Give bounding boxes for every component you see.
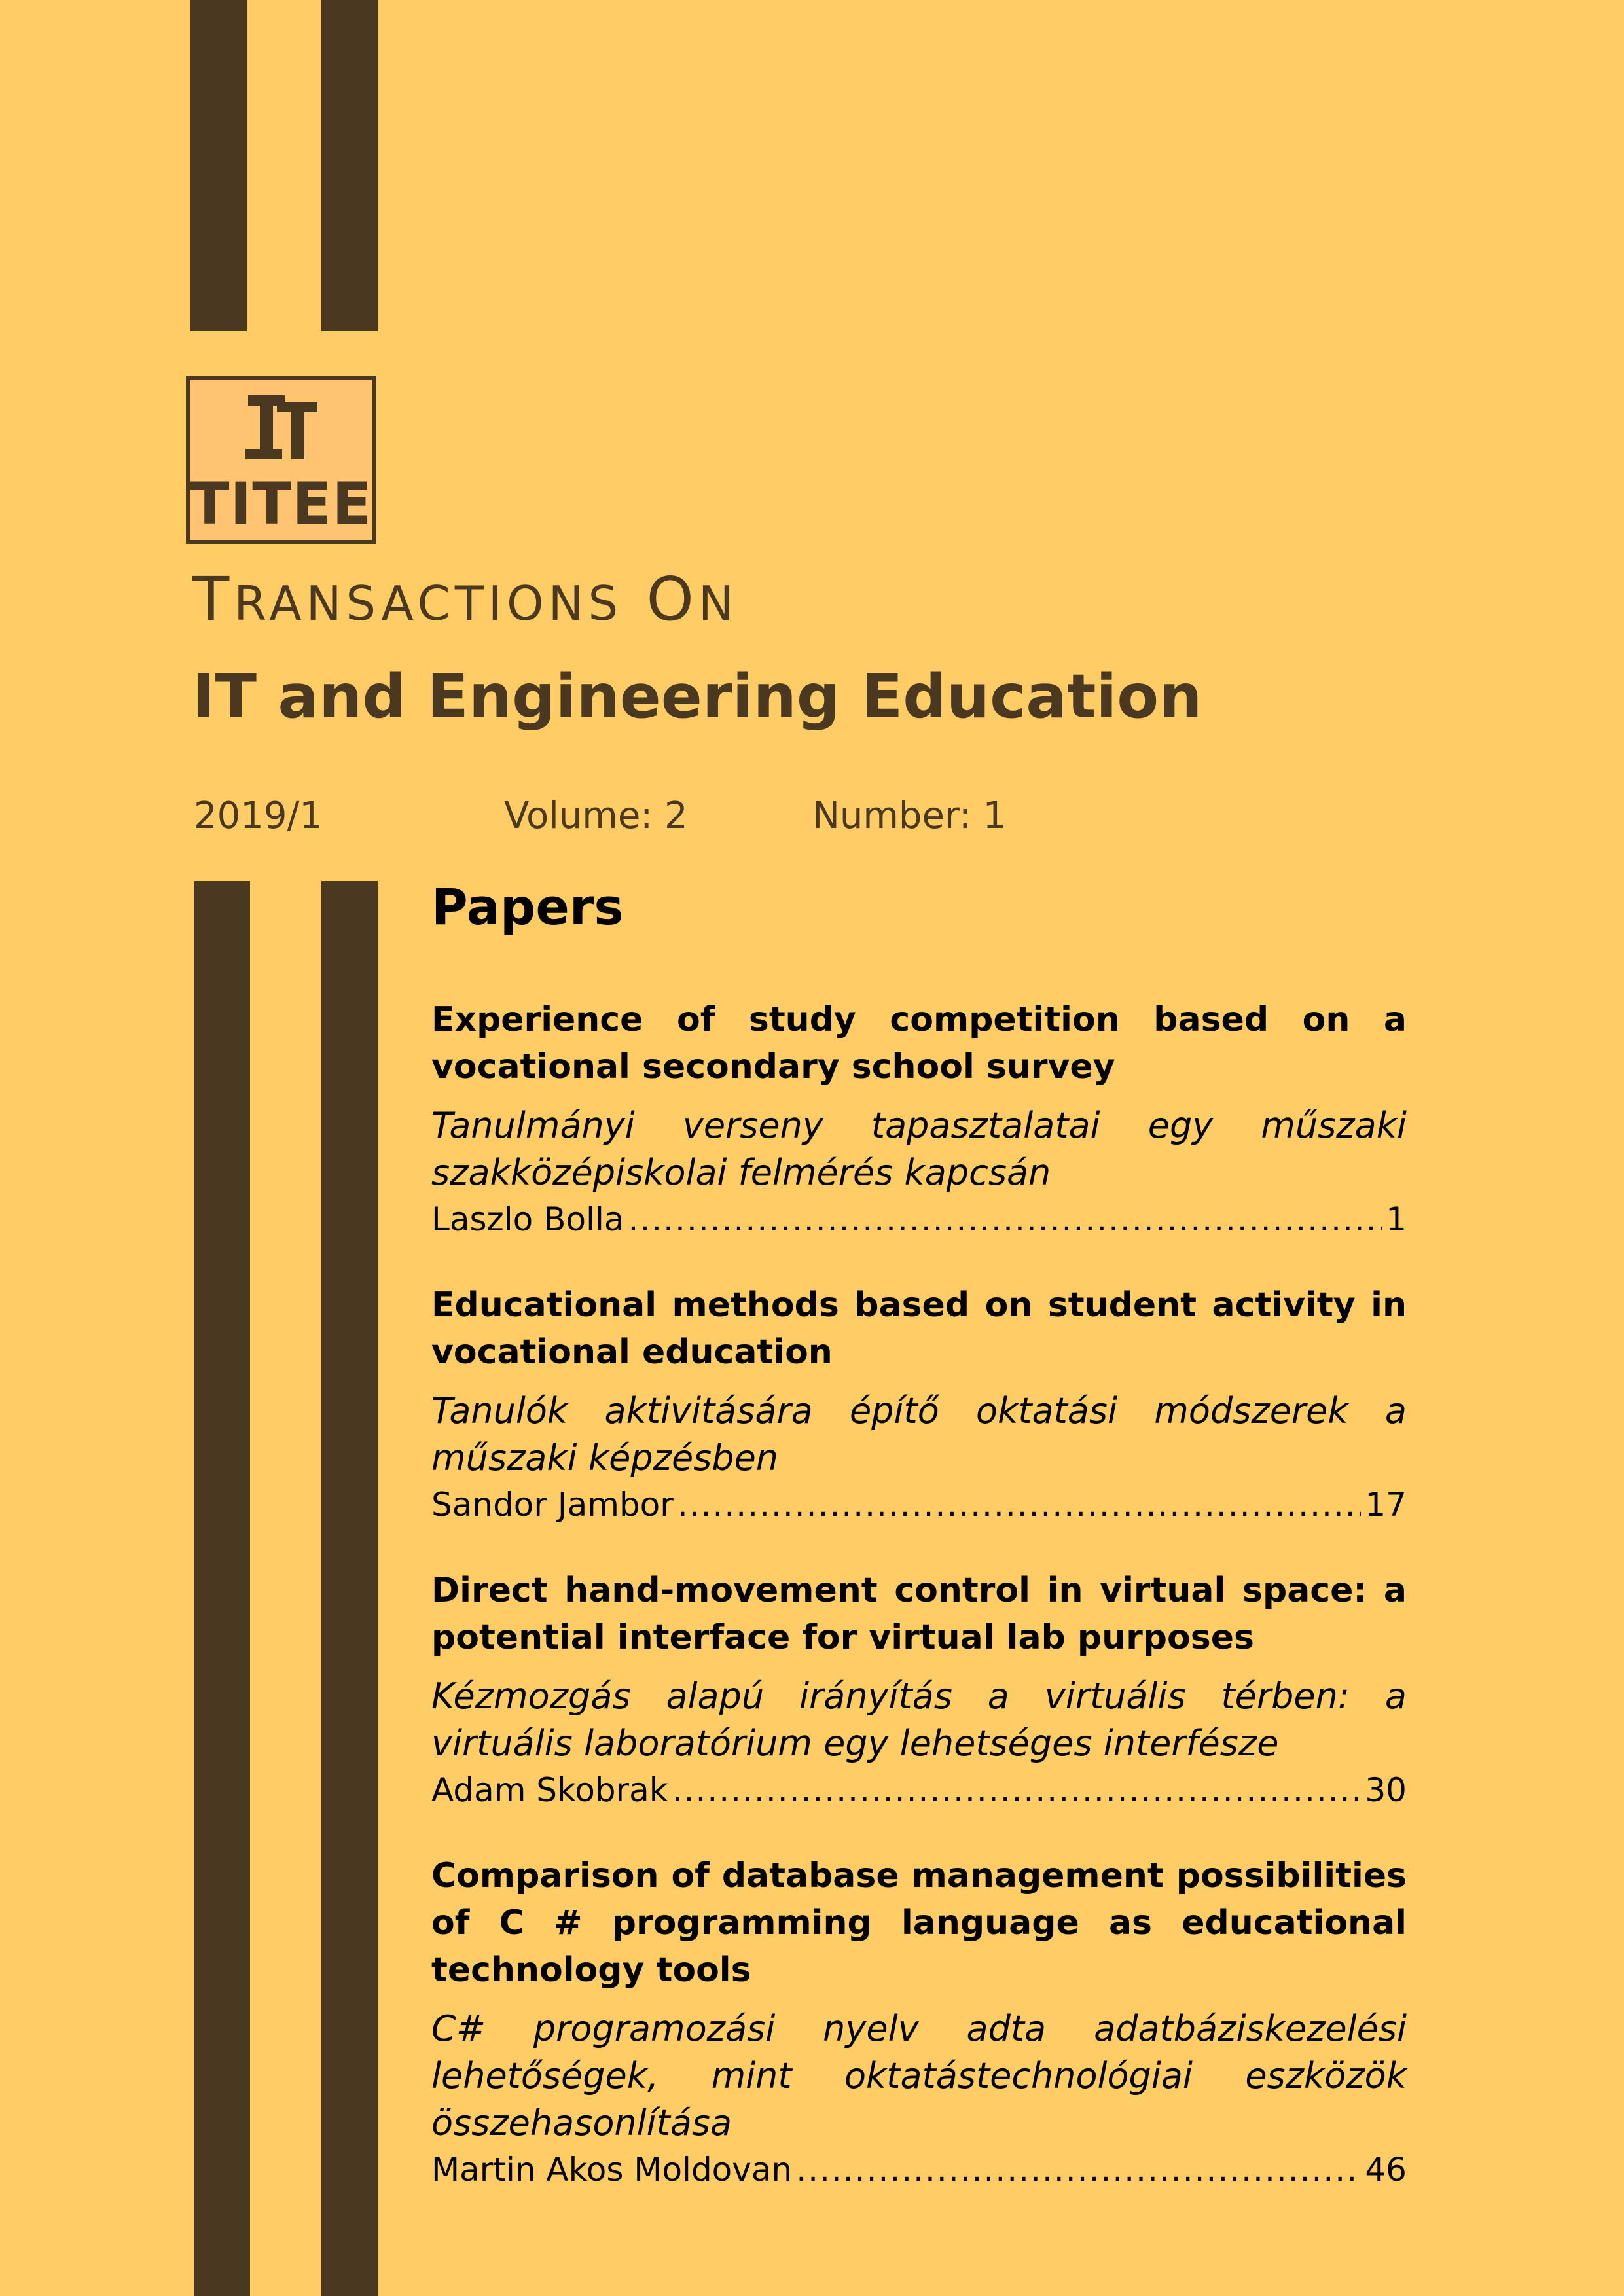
dot-leader bbox=[672, 1767, 1362, 1813]
journal-logo bbox=[186, 376, 376, 544]
dot-leader bbox=[796, 2147, 1361, 2193]
journal-title-line1-text: TRANSACTIONS ON bbox=[192, 564, 738, 634]
toc-entry[interactable] bbox=[431, 1282, 1407, 1528]
toc-entry[interactable] bbox=[431, 996, 1407, 1242]
page-number: 1 bbox=[1386, 1200, 1407, 1238]
journal-title-line1 bbox=[192, 564, 738, 634]
page-number: 46 bbox=[1365, 2151, 1407, 2189]
paper-author: Martin Akos Moldovan bbox=[431, 2151, 793, 2189]
paper-subtitle: Tanulmányi verseny tapasztalatai egy műszaki szakközépiskolai felmérés kapcsán bbox=[431, 1105, 1407, 1193]
paper-subtitle: Tanulók aktivitására építő oktatási módszerek a műszaki képzésben bbox=[431, 1390, 1407, 1479]
author-line bbox=[431, 1196, 1407, 1242]
paper-subtitle: Kézmozgás alapú irányítás a virtuális térben: a virtuális laboratórium egy lehetséges interfésze bbox=[431, 1676, 1407, 1764]
paper-author: Sandor Jambor bbox=[431, 1486, 674, 1524]
toc-entry[interactable] bbox=[431, 1852, 1407, 2193]
paper-subtitle: C# programozási nyelv adta adatbáziskezelési lehetőségek, mint oktatástechnológiai eszközök összehasonlítása bbox=[431, 2008, 1407, 2144]
table-of-contents bbox=[431, 878, 1407, 2232]
bottom-left-bar bbox=[194, 881, 250, 2296]
it-monogram-icon bbox=[245, 395, 317, 467]
logo-text: TITEE bbox=[190, 470, 372, 537]
journal-title-line2: IT and Engineering Education bbox=[192, 661, 1202, 732]
paper-author: Laszlo Bolla bbox=[431, 1200, 624, 1238]
issue-year: 2019/1 bbox=[194, 795, 323, 837]
paper-title: Educational methods based on student activity in vocational education bbox=[431, 1285, 1407, 1372]
papers-heading: Papers bbox=[431, 878, 624, 936]
paper-title: Experience of study competition based on a vocational secondary school survey bbox=[431, 1000, 1407, 1086]
issue-volume: Volume: 2 bbox=[504, 795, 688, 837]
paper-author: Adam Skobrak bbox=[431, 1771, 668, 1809]
dot-leader bbox=[677, 1482, 1362, 1528]
page-number: 17 bbox=[1365, 1486, 1407, 1524]
paper-title: Comparison of database management possibilities of C # programming language as educational technology tools bbox=[431, 1856, 1407, 1990]
bottom-right-bar bbox=[321, 881, 378, 2296]
page-number: 30 bbox=[1365, 1771, 1407, 1809]
author-line bbox=[431, 1767, 1407, 1813]
dot-leader bbox=[628, 1196, 1382, 1242]
top-left-bar bbox=[190, 0, 247, 331]
toc-entry[interactable] bbox=[431, 1567, 1407, 1813]
author-line bbox=[431, 2147, 1407, 2193]
author-line bbox=[431, 1482, 1407, 1528]
paper-title: Direct hand-movement control in virtual space: a potential interface for virtual lab purposes bbox=[431, 1571, 1407, 1657]
top-right-bar bbox=[321, 0, 378, 331]
issue-number: Number: 1 bbox=[812, 795, 1007, 837]
